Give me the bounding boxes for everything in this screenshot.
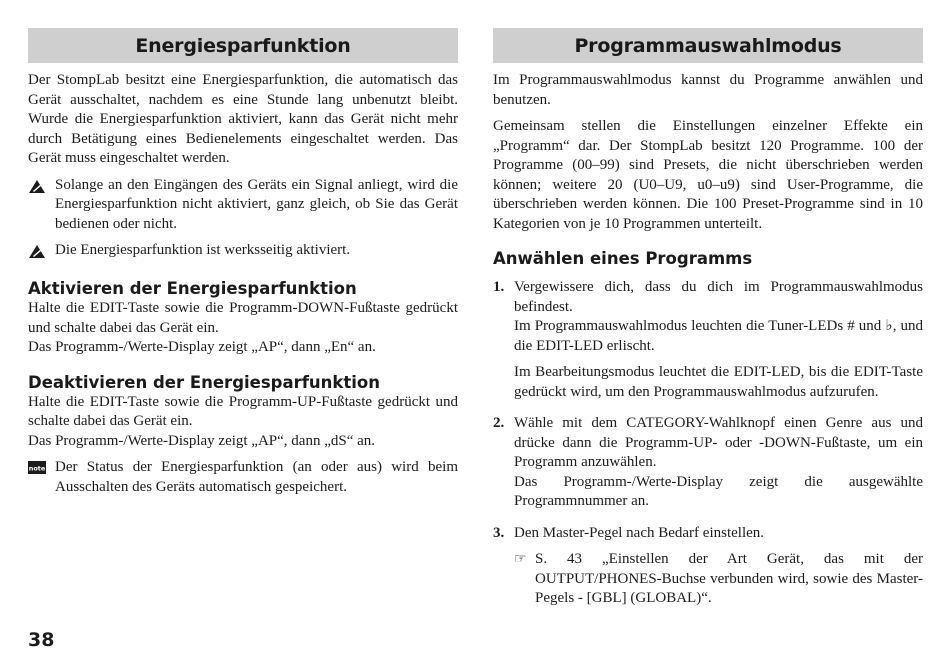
step-item bbox=[493, 414, 923, 512]
step-text: Das Programm-/Werte-Display zeigt die ausgewählte Programmnummer an. bbox=[514, 473, 923, 509]
pointing-hand-icon: ☞ bbox=[514, 552, 527, 567]
step-number: 2. bbox=[493, 415, 505, 431]
subheading-deactivate: Deaktivieren der Energiesparfunktion bbox=[28, 372, 381, 392]
deactivate-instruction: Halte die EDIT-Taste sowie die Programm-UP-Fußtaste gedrückt und schalte dabei das Gerät ein. bbox=[28, 393, 458, 429]
deactivate-display-info: Das Programm-/Werte-Display zeigt „AP“, dann „dS“ an. bbox=[28, 432, 376, 449]
activate-display-info: Das Programm-/Werte-Display zeigt „AP“, dann „En“ an. bbox=[28, 339, 376, 355]
page-reference bbox=[514, 550, 923, 609]
subheading-select-program: Anwählen eines Programms bbox=[493, 249, 753, 268]
step-text: Den Master-Pegel nach Bedarf einstellen. bbox=[514, 524, 765, 541]
step-text: Im Programmauswahlmodus leuchten die Tuner-LEDs # und ♭, und die EDIT-LED erlischt. bbox=[514, 318, 923, 354]
page-number: 38 bbox=[28, 629, 55, 651]
caution-text: Solange an den Eingängen des Geräts ein Signal anliegt, wird die Energiesparfunktion nicht aktiviert, ganz gleich, ob Sie das Gerät bedienen oder nicht. bbox=[55, 176, 458, 232]
intro-paragraph: Im Programmauswahlmodus kannst du Programme anwählen und benutzen. bbox=[493, 72, 923, 108]
right-column bbox=[493, 28, 923, 609]
intro-paragraph: Der StompLab besitzt eine Energiesparfunktion, die automatisch das Gerät ausschaltet, nachdem es eine Stunde lang unbenutzt bleibt. Wurde die Energiesparfunktion aktiviert, kann das Gerät nicht mehr durch Betätigung eines Bedienelements eingeschaltet werden. Das Gerät muss eingeschaltet werden. bbox=[28, 72, 458, 166]
section-header-energy-saving bbox=[28, 28, 458, 63]
caution-text: Die Energiesparfunktion ist werksseitig aktiviert. bbox=[55, 242, 351, 258]
step-item bbox=[493, 524, 923, 609]
caution-item bbox=[28, 176, 458, 235]
step-item bbox=[493, 278, 923, 402]
note-text: Der Status der Energiesparfunktion (an oder aus) wird beim Ausschalten des Geräts automatisch gespeichert. bbox=[55, 459, 458, 495]
section-title: Programmauswahlmodus bbox=[574, 34, 842, 57]
activate-instruction: Halte die EDIT-Taste sowie die Programm-DOWN-Fußtaste gedrückt und schalte dabei das Gerät ein. bbox=[28, 300, 458, 336]
step-text: Wähle mit dem CATEGORY-Wahlknopf einen Genre aus und drücke dann die Programm-UP- oder -DOWN-Fußtaste, um ein Programm anzuwählen. bbox=[514, 415, 923, 470]
left-column bbox=[28, 28, 458, 497]
svg-text:note: note bbox=[28, 464, 46, 473]
note-icon bbox=[28, 458, 55, 479]
caution-pencil-icon bbox=[28, 176, 55, 199]
subheading-activate: Aktivieren der Energiesparfunktion bbox=[28, 279, 357, 298]
note-item bbox=[28, 458, 458, 497]
program-description-paragraph: Gemeinsam stellen die Einstellungen einzelner Effekte ein „Programm“ dar. Der StompLab besitzt 120 Programme. 100 der Programme (00–99) sind Presets, die nicht überschrieben werden können; weitere 20 (U0–U9, u0–u9) sind User-Programme, die überschrieben werden können. Die 100 Preset-Programme sind in 10 Kategorien von je 10 Programmen unterteilt. bbox=[493, 118, 923, 232]
step-text: Vergewissere dich, dass du dich im Programmauswahlmodus befindest. bbox=[514, 279, 923, 315]
caution-pencil-icon bbox=[28, 241, 55, 264]
step-text: Im Bearbeitungsmodus leuchtet die EDIT-LED, bis die EDIT-Taste gedrückt wird, um den Programmauswahlmodus aufzurufen. bbox=[514, 364, 923, 400]
section-header-program-select bbox=[493, 28, 923, 63]
reference-text: S. 43 „Einstellen der Art Gerät, das mit der OUTPUT/PHONES-Buchse verbunden wird, sowie des Master-Pegels - [GBL] (GLOBAL)“. bbox=[535, 551, 923, 606]
step-number: 1. bbox=[493, 279, 505, 295]
caution-item bbox=[28, 241, 458, 264]
section-title: Energiesparfunktion bbox=[135, 34, 351, 57]
step-number: 3. bbox=[493, 524, 505, 541]
